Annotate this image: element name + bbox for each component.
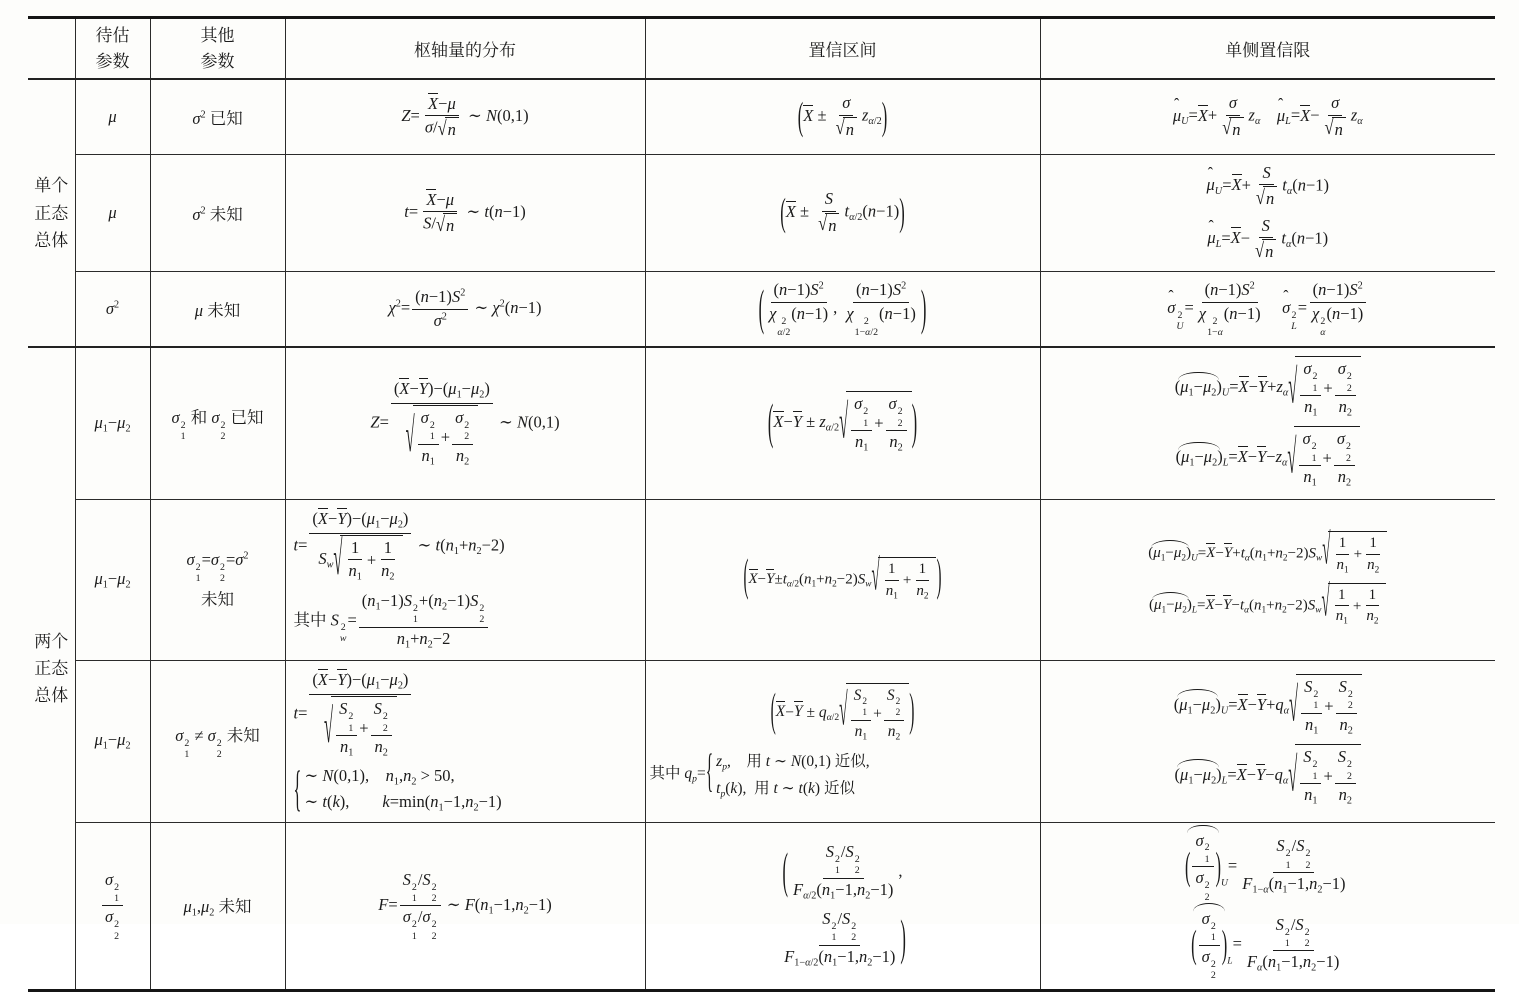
cell-r7-pivot: F= S 2 1 /S 2 2 σ 2 1 /σ 2 2 ∼ $F(n_1-1,n_2-1)$ (285, 822, 645, 989)
cell-r2-one-sided: μ ˆ$_U$=X+ S √ n $t_\alpha(n-1)$ μ ˆ$_L$=X− S √ n $t_\alpha(n-1)$ (1040, 154, 1495, 272)
header-other (150, 19, 285, 79)
cell-r3-pivot: $\chi^2=$ $\frac{(n-1)S^2}{\sigma^2}$ ∼ $\chi^2(n-1)$ (285, 272, 645, 348)
group-single-normal-population: 单个正态总体 (28, 79, 75, 347)
row-variance-ratio (28, 822, 1495, 989)
cell-r4-ci: ($X-Y \pm z_{\alpha/2}$ √ σ 2 1 $n_1$ + σ 2 2 $n_2$ ) (645, 347, 1040, 499)
cell-r7-param: σ 2 1 σ 2 2 (75, 822, 150, 989)
header-other-label: 其他参数 (200, 26, 235, 71)
cell-r6-pivot: t= $(X-Y)-(\mu_1-\mu_2)$ √ S 2 1 $n_1$ + S 2 2 $n_2$ { ∼ N(0,1), $n_1,n_2 > 50$, ∼ t(k), $k=\min(n_1-1,n_2-1)$ (285, 660, 645, 822)
row-mu-diff-pooled-variance (28, 499, 1495, 660)
cell-r1-other: $\sigma^2$ 已知 (150, 79, 285, 154)
cell-r7-ci: ( S 2 1 /S 2 2 $F_{\alpha/2}(n_1-1,n_2-1)$ , S 2 1 /S 2 2 $F_{1-\alpha/2}(n_1-1,n_2-1)$ ) (645, 822, 1040, 989)
cell-r5-one-sided: $(\mu_1-\mu_2)_U=X-Y+t_\alpha(n_1+n_2-2)S_w$ √ $\frac{1}{n_1}$ + $\frac{1}{n_2}$ $(\mu_1-\mu_2)_L=X-Y-t_\alpha(n_1+n_2-2)S_w$ √ $\frac{1}{n_1}$ + $\frac{1}{n_2}$ (1040, 499, 1495, 660)
cell-r3-param: $\sigma^2$ (75, 272, 150, 348)
cell-r1-pivot: Z= X−μ σ/ √ n ∼ N(0,1) (285, 79, 645, 154)
header-param-label: 待估参数 (95, 26, 130, 71)
cell-r3-ci: ( $(n-1)S^2$ χ 2 α/2 (n−1) , $(n-1)S^2$ χ 2 1−α/2 (n−1) ) (645, 272, 1040, 348)
row-mu-diff-sigmas-known (28, 347, 1495, 499)
row-mu-sigma-unknown (28, 154, 1495, 272)
cell-r4-pivot: Z= $(X-Y)-(\mu_1-\mu_2)$ √ σ 2 1 $n_1$ + σ 2 2 $n_2$ ∼ N(0,1) (285, 347, 645, 499)
header-confidence-interval: 置信区间 (645, 19, 1040, 79)
header-param (75, 19, 150, 79)
cell-r5-pivot: t= $(X-Y)-(\mu_1-\mu_2)$ $S_w$ √ $\frac{1}{n_1}$ + $\frac{1}{n_2}$ ∼ $t(n_1+n_2-2)$ 其中 S 2 w = $(n_1-1)S$ 2 1 $+(n_2-1)S$ 2 2 $n_1+n_2-2$ (285, 499, 645, 660)
cell-r3-one-sided: σ ˆ 2 U = $(n-1)S^2$ χ 2 1−α (n−1) σ ˆ 2 L = $(n-1)S^2$ χ 2 α (n−1) (1040, 272, 1495, 348)
row-mu-diff-unequal-variance (28, 660, 1495, 822)
cell-r3-other: μ 未知 (150, 272, 285, 348)
row-mu-sigma-known (28, 79, 1495, 154)
cell-r4-param: $\mu_1-\mu_2$ (75, 347, 150, 499)
cell-r2-pivot: t= X−μ S/ √ n ∼ t(n−1) (285, 154, 645, 272)
table-frame (28, 16, 1495, 992)
cell-r7-other: $\mu_1,\mu_2$ 未知 (150, 822, 285, 989)
cell-r2-other: $\sigma^2$ 未知 (150, 154, 285, 272)
cell-r2-ci: (X ± S √ n $t_{\alpha/2}(n-1)$) (645, 154, 1040, 272)
cell-r5-param: $\mu_1-\mu_2$ (75, 499, 150, 660)
cell-r6-param: $\mu_1-\mu_2$ (75, 660, 150, 822)
header-row (28, 19, 1495, 79)
group-two-normal-populations: 两个正态总体 (28, 347, 75, 989)
cell-r2-param: μ (75, 154, 150, 272)
header-group-spacer (28, 19, 75, 79)
cell-r5-ci: ($X-Y\pm t_{\alpha/2}(n_1+n_2-2)S_w$ √ $\frac{1}{n_1}$ + $\frac{1}{n_2}$ ) (645, 499, 1040, 660)
cell-r4-other: σ 2 1 和 σ 2 2 已知 (150, 347, 285, 499)
row-sigma2-mu-unknown (28, 272, 1495, 348)
cell-r5-other: σ 2 1 =σ 2 2 $=\sigma^2$ 未知 (150, 499, 285, 660)
cell-r1-param: μ (75, 79, 150, 154)
cell-r6-ci: ($X-Y \pm q_{\alpha/2}$ √ S 2 1 $n_1$ + S 2 2 $n_2$ ) 其中 $q_p=$ { $z_p$, 用 t ∼ N(0,1) 近似, $t_p(k)$, 用 t ∼ t(k) 近似 (645, 660, 1040, 822)
header-pivot-distribution: 枢轴量的分布 (285, 19, 645, 79)
cell-r6-one-sided: $(\mu_1-\mu_2)_U=X-Y+q_\alpha$ √ S 2 1 $n_1$ + S 2 2 $n_2$ $(\mu_1-\mu_2)_L=X-Y-q_\alpha$ √ S 2 1 $n_1$ + S 2 2 $n_2$ (1040, 660, 1495, 822)
confidence-interval-table (28, 19, 1495, 989)
cell-r7-one-sided: ( σ 2 1 σ 2 2 )$_U=$ S 2 1 /S 2 2 $F_{1-\alpha}(n_1-1,n_2-1)$ ( σ 2 1 σ 2 2 )$_L=$ S 2 1 /S 2 2 $F_\alpha(n_1-1,n_2-1)$ (1040, 822, 1495, 989)
cell-r4-one-sided: $(\mu_1-\mu_2)_U=X-Y+z_\alpha$ √ σ 2 1 $n_1$ + σ 2 2 $n_2$ $(\mu_1-\mu_2)_L=X-Y-z_\alpha$ √ σ 2 1 $n_1$ + σ 2 2 $n_2$ (1040, 347, 1495, 499)
cell-r6-other: σ 2 1 ≠ σ 2 2 未知 (150, 660, 285, 822)
cell-r1-ci: (X ± σ √ n $z_{\alpha/2}$) (645, 79, 1040, 154)
cell-r1-one-sided: μ ˆ$_U$=X+ σ √ n $z_\alpha$ μ ˆ$_L$=X− σ √ n $z_\alpha$ (1040, 79, 1495, 154)
header-one-sided-limit: 单侧置信限 (1040, 19, 1495, 79)
